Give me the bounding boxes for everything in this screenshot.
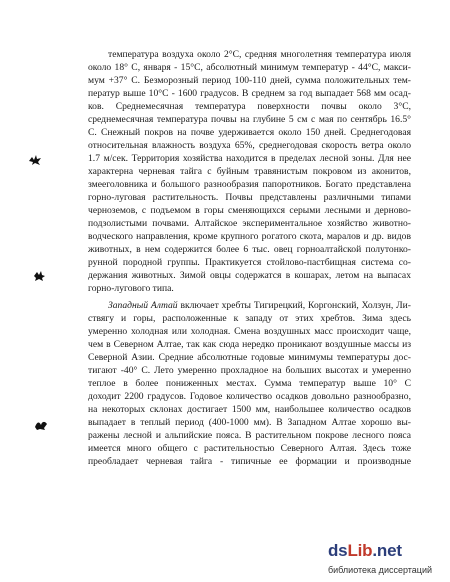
text-line: горно-лугового типа. (88, 283, 174, 294)
text-line: Северной Азии. Средние абсолютные годовые минимумы температуры дос- (88, 352, 411, 363)
text-line: преобладает черневая тайга - типичные ее формации и производные (88, 456, 411, 467)
watermark-logo-net: .net (372, 541, 402, 560)
watermark-subtitle: библиотека диссертаций (328, 565, 433, 575)
text-line: доходит 2200 градусов. Годовое количество осадков довольно разнообразно, (88, 391, 411, 402)
watermark-logo-ds: ds (328, 541, 348, 560)
text-line: ков. Среднемесячная температура поверхности почвы около 3°С, (88, 101, 411, 112)
text-line: умеренно холодная или холодная. Смена воздушных масс происходит чаще, (88, 326, 411, 337)
scan-smudge-mark (32, 270, 46, 282)
text-line: змееголовника и большого разнообразия папоротников. Богато представлена (88, 179, 411, 190)
scan-smudge-mark (28, 154, 42, 166)
body-text (88, 48, 411, 468)
text-line: мум +37° С. Безморозный период 100-110 дней, сумма положительных тем- (88, 75, 411, 86)
text-line: водческого направления, кроме крупного рогатого скота, маралов и др. видов (88, 231, 411, 242)
text-line: ствягу и горы, расположенные к западу от этих хребтов. Зима здесь (88, 313, 411, 324)
text-line: тигают -40° С. Лето умеренно прохладное на больших высотах и умеренно (88, 365, 411, 376)
text-line: выпадает в теплый период (400-1000 мм). В Западном Алтае хорошо вы- (88, 417, 411, 428)
text-line: животных, в нем содержится более 6 тыс. овец горноалтайской полутонко- (88, 244, 411, 255)
watermark-logo (328, 541, 402, 561)
text-line: ператур выше 10°С - 1600 градусов. В среднем за год выпадает 568 мм осад- (88, 88, 411, 99)
scan-smudge-mark (34, 419, 48, 431)
text-line-rest: включает хребты Тигирецкий, Коргонский, Холзун, Ли- (177, 300, 411, 311)
text-line: теплое в более пониженных местах. Сумма температур выше 10° С (88, 378, 411, 389)
section-term: Западный Алтай (108, 300, 178, 311)
watermark-logo-lib: Lib (347, 541, 373, 560)
text-line: относительная влажность воздуха 65%, среднегодовая скорость ветра около (88, 140, 411, 151)
text-line: характерна черневая тайга с буйным травянистым покровом из аконитов, (88, 166, 411, 177)
text-line: подзолистыми почвами. Алтайское экспериментальное хозяйство животно- (88, 218, 411, 229)
text-line: держания животных. Зимой овцы содержатся в кошарах, летом на выпасах (88, 270, 411, 281)
text-line (88, 299, 411, 312)
text-line: среднемесячная температура почвы на глубине 5 см с мая по сентябрь 16.5° (88, 114, 411, 125)
text-line: горно-луговая растительность. Почвы представлены различными типами (88, 192, 411, 203)
text-line: С. Снежный покров на почве удерживается около 150 дней. Среднегодовая (88, 127, 411, 138)
text-line: чем в Северном Алтае, так как сюда нередко проникают воздушные массы из (88, 339, 411, 350)
text-line: имеется много общего с растительностью Северного Алтая. Здесь тоже (88, 443, 411, 454)
text-line: температура воздуха около 2°С, средняя многолетняя температура июля (108, 49, 411, 60)
text-line: около 18° С, января - 15°С, абсолютный минимум температур - 44°С, макси- (88, 62, 411, 73)
watermark (328, 541, 444, 579)
text-line: рунной породной группы. Практикуется стойлово-пастбищная система со- (88, 257, 411, 268)
text-line: черноземов, с подъемом в горы сменяющихся серыми лесными и дерново- (88, 205, 411, 216)
text-line: на некоторых склонах достигает 1500 мм, наибольшее количество осадков (88, 404, 411, 415)
text-line: ражены лесной и альпийские пояса. В растительном покрове лесного пояса (88, 430, 411, 441)
text-line: 1.7 м/сек. Территория хозяйства находится в пределах лесной зоны. Для нее (88, 153, 411, 164)
